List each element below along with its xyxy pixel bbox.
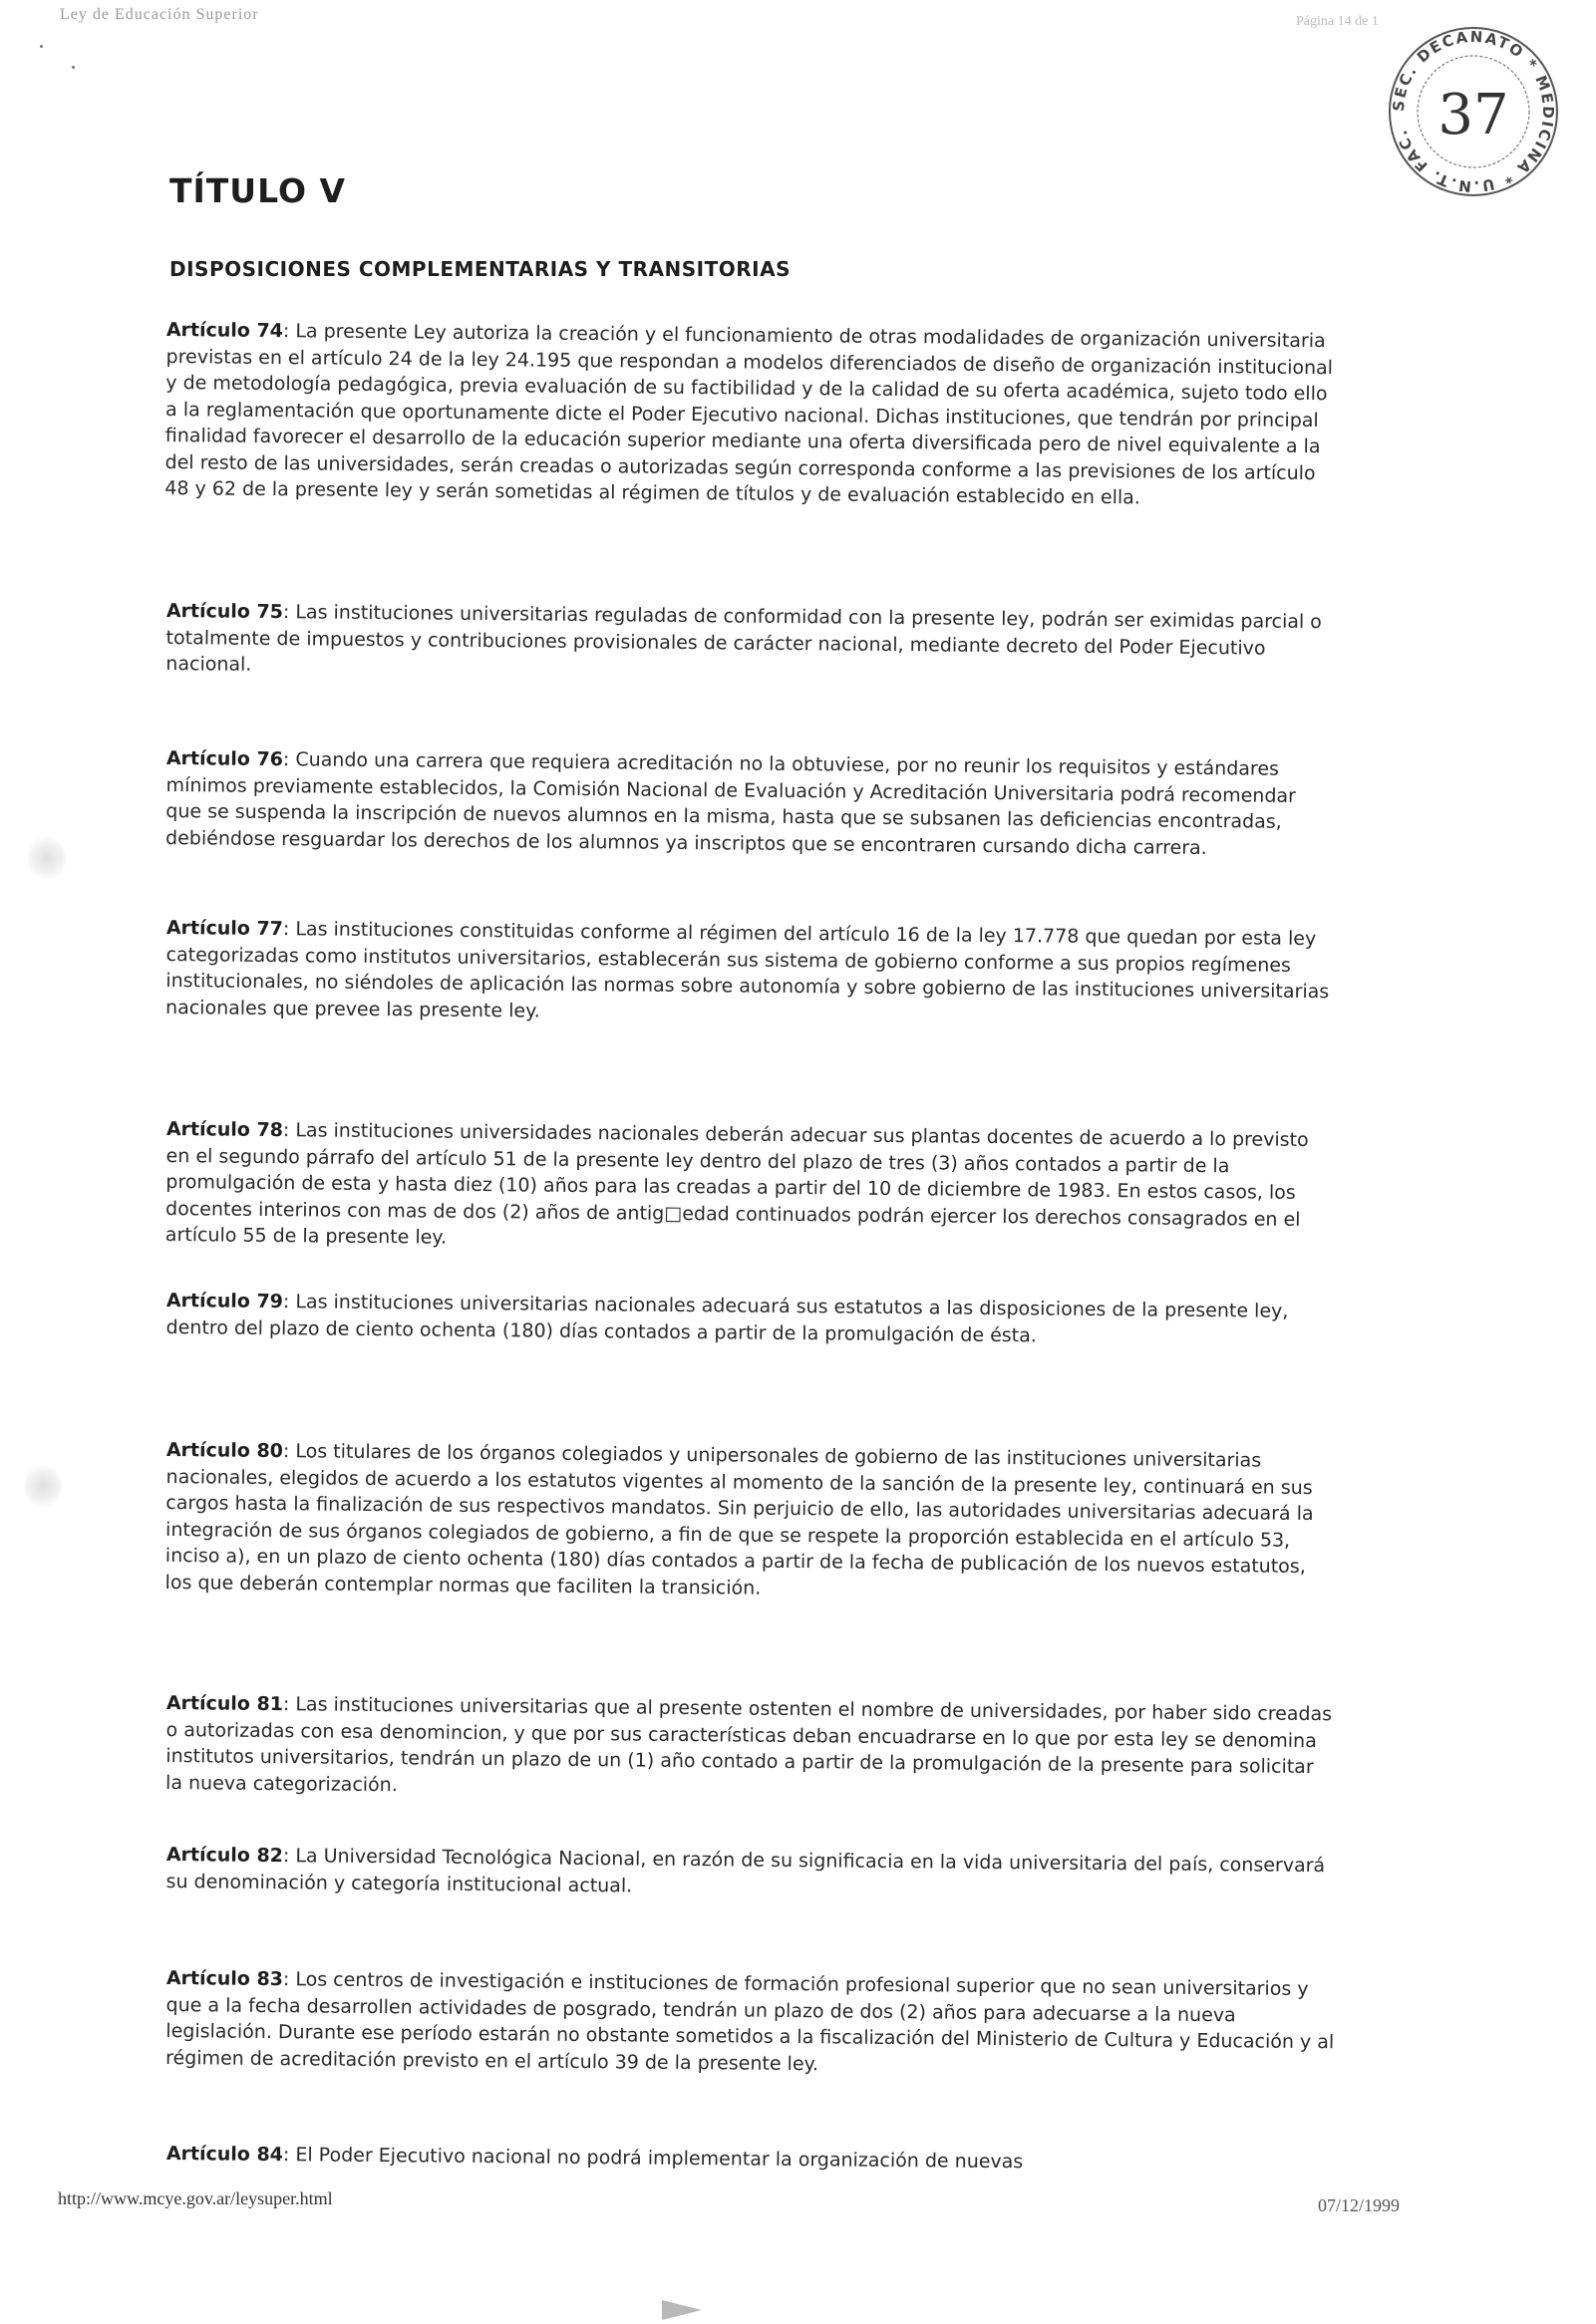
article-paragraph bbox=[165, 1288, 1334, 1351]
scan-dot bbox=[72, 66, 75, 69]
article-number: Artículo 80 bbox=[165, 1438, 284, 1463]
article-text: : Las instituciones universitarias nacionales adecuará sus estatutos a las disposiciones de la presente ley, dentro del plazo de ciento ochenta (180) días contados a partir de la promulgación de ésta. bbox=[165, 1291, 1289, 1346]
office-stamp bbox=[1384, 22, 1563, 201]
scan-speckle bbox=[24, 1463, 62, 1509]
article-text: : Las instituciones universidades nacionales deberán adecuar sus plantas docentes de acuerdo a lo previsto en el segundo párrafo del artículo 51 de la presente ley dentro del plazo de tres (3) años contados a partir de la promulgación de esta y hasta diez (10) años para las creadas a partir del 10 de diciembre de 1983. En estos casos, los docentes interinos con mas de dos (2) años de antig□edad continuados podrán ejercer los derechos consagrados en el artículo 55 de la presente ley. bbox=[164, 1119, 1309, 1249]
article-number: Artículo 84 bbox=[165, 2143, 284, 2167]
article-paragraph bbox=[165, 745, 1335, 862]
article-paragraph bbox=[165, 598, 1335, 689]
article-text: : Las instituciones constituidas conforme al régimen del artículo 16 de la ley 17.778 que quedan por esta ley categorizadas como institutos universitarios, establecerán sus sistema de gobierno conforme a sus propios regímenes institucionales, no siéndoles de aplicación las normas sobre autonomía y sobre gobierno de las instituciones universitarias nacionales que prevee las presente ley. bbox=[165, 918, 1330, 1022]
article-number: Artículo 82 bbox=[165, 1843, 284, 1868]
article-paragraph bbox=[164, 1437, 1334, 1606]
article-number: Artículo 77 bbox=[165, 916, 284, 941]
stamp-number: 37 bbox=[1437, 83, 1509, 147]
article-paragraph bbox=[165, 1690, 1335, 1807]
stamp-ring-text: SEC. DECANATO * MEDICINA * U.N.T. FAC. bbox=[1389, 27, 1558, 196]
article-text: : Los titulares de los órganos colegiados y unipersonales de gobierno de las instituciones universitarias nacionales, elegidos de acuerdo a los estatutos vigentes al momento de la sanción de la presente ley, continuará en sus cargos hasta la finalización de sus respectivos mandatos. Sin perjuicio de ello, las autoridades universitarias adecuará la integración de sus órganos colegiados de gobierno, a fin de que se respete la proporción establecida en el artículo 53, inciso a), en un plazo de ciento ochenta (180) días contados a partir de la fecha de publicación de los nuevos estatutos, los que deberán contemplar normas que faciliten la transición. bbox=[164, 1440, 1314, 1599]
article-number: Artículo 78 bbox=[165, 1117, 284, 1142]
article-paragraph bbox=[164, 317, 1335, 513]
scan-dot bbox=[40, 45, 43, 48]
article-paragraph bbox=[165, 1842, 1334, 1905]
article-number: Artículo 81 bbox=[165, 1691, 284, 1716]
article-text: : Las instituciones universitarias reguladas de conformidad con la presente ley, podrán ser eximidas parcial o totalmente de impuestos y contribuciones provisionales de carácter nacional, mediante decreto del Poder Ejecutivo nacional. bbox=[165, 601, 1322, 676]
scan-speckle bbox=[28, 835, 66, 881]
article-text: : La Universidad Tecnológica Nacional, en razón de su significacia en la vida universitaria del país, conservará su denominación y categoría institucional actual. bbox=[165, 1845, 1326, 1896]
scan-margin-mark bbox=[662, 2300, 702, 2320]
page-marker: Página 14 de 1 bbox=[1296, 14, 1379, 29]
running-head: Ley de Educación Superior bbox=[60, 6, 259, 23]
article-number: Artículo 75 bbox=[165, 599, 284, 624]
article-number: Artículo 83 bbox=[165, 1966, 284, 1991]
article-paragraph bbox=[165, 1965, 1335, 2082]
article-number: Artículo 79 bbox=[165, 1289, 284, 1313]
article-number: Artículo 74 bbox=[165, 318, 284, 343]
article-text: : El Poder Ejecutivo nacional no podrá implementar la organización de nuevas bbox=[282, 2144, 1024, 2174]
article-text: : Los centros de investigación e instituciones de formación profesional superior que no sean universitarios y que a la fecha desarrollen actividades de posgrado, tendrán un plazo de dos (2) años para adecuarse a la nueva legislación. Durante ese período estarán no obstante sometidos a la fiscalización del Ministerio de Cultura y Educación y al régimen de acreditación previsto en el artículo 39 de la presente ley. bbox=[165, 1968, 1335, 2075]
article-text: : Cuando una carrera que requiera acreditación no la obtuviese, por no reunir los requisitos y estándares mínimos previamente establecidos, la Comisión Nacional de Evaluación y Acreditación Universitaria podrá recomendar que se suspenda la inscripción de nuevos alumnos en la misma, hasta que se subsanen las deficiencias encontradas, debiéndose resguardar los derechos de los alumnos ya inscriptos que se encontraren cursando dicha carrera. bbox=[165, 748, 1297, 859]
section-title: TÍTULO V bbox=[169, 171, 347, 210]
source-url: http://www.mcye.gov.ar/leysuper.html bbox=[58, 2188, 333, 2208]
article-paragraph bbox=[165, 1116, 1335, 1260]
section-subtitle: DISPOSICIONES COMPLEMENTARIAS Y TRANSITORIAS bbox=[169, 257, 791, 281]
print-date: 07/12/1999 bbox=[1318, 2195, 1401, 2215]
article-paragraph bbox=[166, 2141, 1335, 2179]
article-text: : Las instituciones universitarias que al presente ostenten el nombre de universidades, por haber sido creadas o autorizadas con esa denomincion, y que por sus características deban encuadrarse en lo que por esta ley se denomina institutos universitarios, tendrán un plazo de un (1) año contado a partir de la promulgación de la presente para solicitar la nueva categorización. bbox=[165, 1693, 1333, 1796]
article-text: : La presente Ley autoriza la creación y el funcionamiento de otras modalidades de organización universitaria previstas en el artículo 24 de la ley 24.195 que respondan a modelos diferenciados de diseño de organización institucional y de metodología pedagógica, previa evaluación de su factibilidad y de la calidad de su oferta académica, sujeto todo ello a la reglamentación que oportunamente dicte el Poder Ejecutivo nacional. Dichas instituciones, que tendrán por principal finalidad favorecer el desarrollo de la educación superior mediante una oferta diversificada pero de nivel equivalente a la del resto de las universidades, serán creadas o autorizadas según corresponda conforme a las previsiones de los artículo 48 y 62 de la presente ley y serán sometidas al régimen de títulos y de evaluación establecido en ella. bbox=[164, 320, 1334, 509]
article-number: Artículo 76 bbox=[165, 746, 284, 771]
article-paragraph bbox=[165, 915, 1335, 1031]
